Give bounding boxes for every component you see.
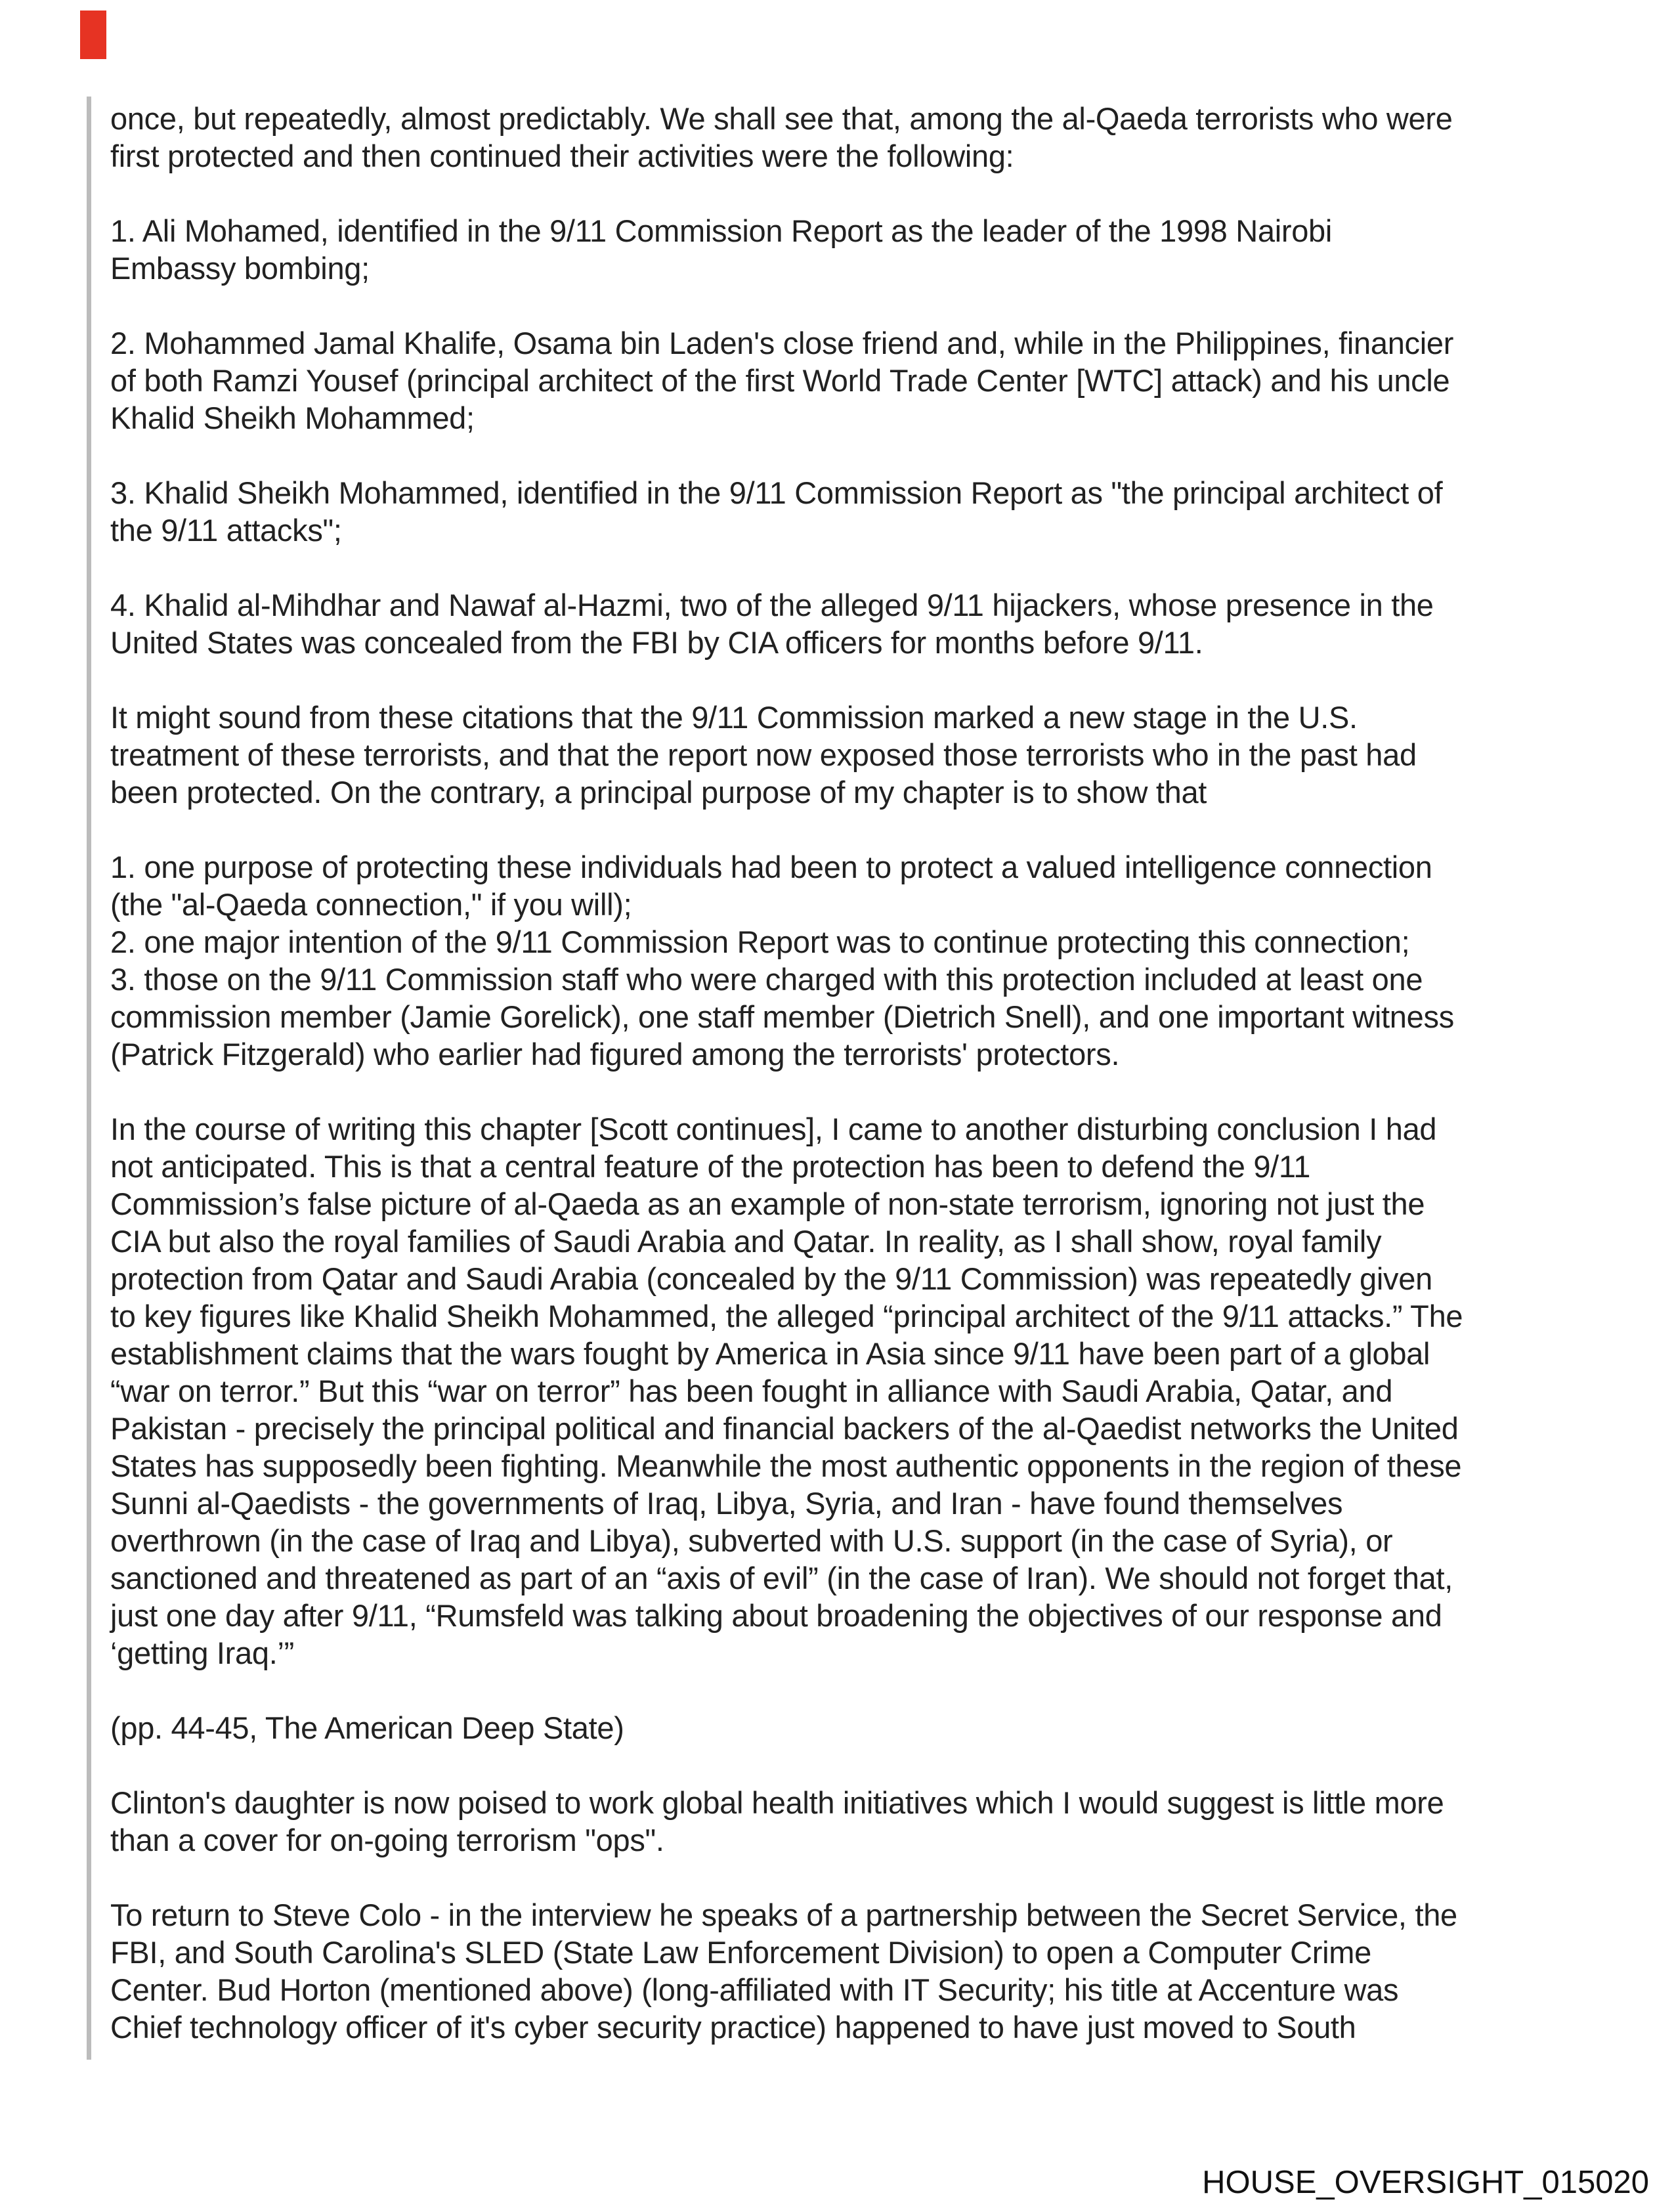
paragraph <box>110 212 1600 287</box>
text-line: Sunni al-Qaedists - the governments of Iraq, Libya, Syria, and Iran - have found themselves <box>110 1486 1343 1521</box>
text-line: 1. one purpose of protecting these individuals had been to protect a valued intelligence connection <box>110 850 1432 884</box>
text-line: protection from Qatar and Saudi Arabia (concealed by the 9/11 Commission) was repeatedly given <box>110 1261 1432 1296</box>
text-line: Chief technology officer of it's cyber security practice) happened to have just moved to South <box>110 2010 1356 2045</box>
text-line: ‘getting Iraq.’” <box>110 1636 294 1670</box>
text-line: Clinton's daughter is now poised to work global health initiatives which I would suggest is little more <box>110 1785 1444 1820</box>
text-line: States has supposedly been fighting. Meanwhile the most authentic opponents in the region of these <box>110 1448 1462 1483</box>
text-line: 2. one major intention of the 9/11 Commission Report was to continue protecting this connection; <box>110 924 1410 959</box>
text-line: (the "al-Qaeda connection," if you will); <box>110 887 632 922</box>
text-line: sanctioned and threatened as part of an “axis of evil” (in the case of Iran). We should not forget that, <box>110 1561 1453 1595</box>
scan-artifact-red-mark <box>80 11 106 59</box>
text-line: been protected. On the contrary, a principal purpose of my chapter is to show that <box>110 775 1207 810</box>
paragraph <box>110 1110 1600 1672</box>
text-line: 4. Khalid al-Mihdhar and Nawaf al-Hazmi, two of the alleged 9/11 hijackers, whose presence in the <box>110 588 1434 622</box>
paragraph <box>110 100 1600 175</box>
text-line: (pp. 44-45, The American Deep State) <box>110 1710 624 1745</box>
paragraph <box>110 324 1600 437</box>
paragraph <box>110 586 1600 661</box>
text-line: just one day after 9/11, “Rumsfeld was talking about broadening the objectives of our response and <box>110 1598 1442 1633</box>
text-line: Pakistan - precisely the principal political and financial backers of the al-Qaedist networks the United <box>110 1411 1459 1446</box>
paragraph <box>110 1784 1600 1859</box>
text-line: FBI, and South Carolina's SLED (State Law Enforcement Division) to open a Computer Crime <box>110 1935 1371 1970</box>
text-line: first protected and then continued their activities were the following: <box>110 139 1014 173</box>
paragraph <box>110 474 1600 549</box>
text-line: establishment claims that the wars fought by America in Asia since 9/11 have been part of a global <box>110 1336 1430 1371</box>
paragraph <box>110 699 1600 811</box>
text-line: (Patrick Fitzgerald) who earlier had figured among the terrorists' protectors. <box>110 1037 1120 1072</box>
text-line: Commission’s false picture of al-Qaeda as an example of non-state terrorism, ignoring not just the <box>110 1186 1425 1221</box>
text-line: commission member (Jamie Gorelick), one staff member (Dietrich Snell), and one important witness <box>110 999 1454 1034</box>
text-line: treatment of these terrorists, and that the report now exposed those terrorists who in the past had <box>110 737 1417 772</box>
text-line: than a cover for on-going terrorism "ops". <box>110 1823 664 1857</box>
text-line: 2. Mohammed Jamal Khalife, Osama bin Laden's close friend and, while in the Philippines, financier <box>110 326 1454 360</box>
paragraph <box>110 1896 1600 2046</box>
text-line: to key figures like Khalid Sheikh Mohammed, the alleged “principal architect of the 9/11 attacks.” The <box>110 1299 1463 1334</box>
text-line: CIA but also the royal families of Saudi Arabia and Qatar. In reality, as I shall show, royal family <box>110 1224 1382 1259</box>
text-line: 3. Khalid Sheikh Mohammed, identified in the 9/11 Commission Report as "the principal architect of <box>110 475 1443 510</box>
text-line: of both Ramzi Yousef (principal architect of the first World Trade Center [WTC] attack) and his uncle <box>110 363 1450 398</box>
text-line: overthrown (in the case of Iraq and Libya), subverted with U.S. support (in the case of Syria), or <box>110 1523 1393 1558</box>
text-line: Khalid Sheikh Mohammed; <box>110 401 475 435</box>
text-line: To return to Steve Colo - in the interview he speaks of a partnership between the Secret Service, the <box>110 1898 1457 1932</box>
text-line: 1. Ali Mohamed, identified in the 9/11 Commission Report as the leader of the 1998 Nairobi <box>110 213 1333 248</box>
text-line: In the course of writing this chapter [Scott continues], I came to another disturbing conclusion I had <box>110 1112 1437 1146</box>
left-margin-line <box>87 97 91 2060</box>
document-body-text <box>110 100 1600 2046</box>
text-line: United States was concealed from the FBI by CIA officers for months before 9/11. <box>110 625 1203 660</box>
text-line: Embassy bombing; <box>110 251 370 286</box>
paragraph <box>110 848 1600 1073</box>
paragraph <box>110 1709 1600 1746</box>
text-line: Center. Bud Horton (mentioned above) (long-affiliated with IT Security; his title at Accenture was <box>110 1972 1399 2007</box>
text-line: 3. those on the 9/11 Commission staff who were charged with this protection included at least one <box>110 962 1423 997</box>
text-line: It might sound from these citations that the 9/11 Commission marked a new stage in the U.S. <box>110 700 1358 735</box>
text-line: once, but repeatedly, almost predictably. We shall see that, among the al-Qaeda terrorists who were <box>110 101 1453 136</box>
bates-stamp: HOUSE_OVERSIGHT_015020 <box>1202 2165 1649 2200</box>
text-line: the 9/11 attacks"; <box>110 513 342 548</box>
text-line: “war on terror.” But this “war on terror” has been fought in alliance with Saudi Arabia, Qatar, and <box>110 1374 1393 1408</box>
text-line: not anticipated. This is that a central feature of the protection has been to defend the 9/11 <box>110 1149 1311 1184</box>
